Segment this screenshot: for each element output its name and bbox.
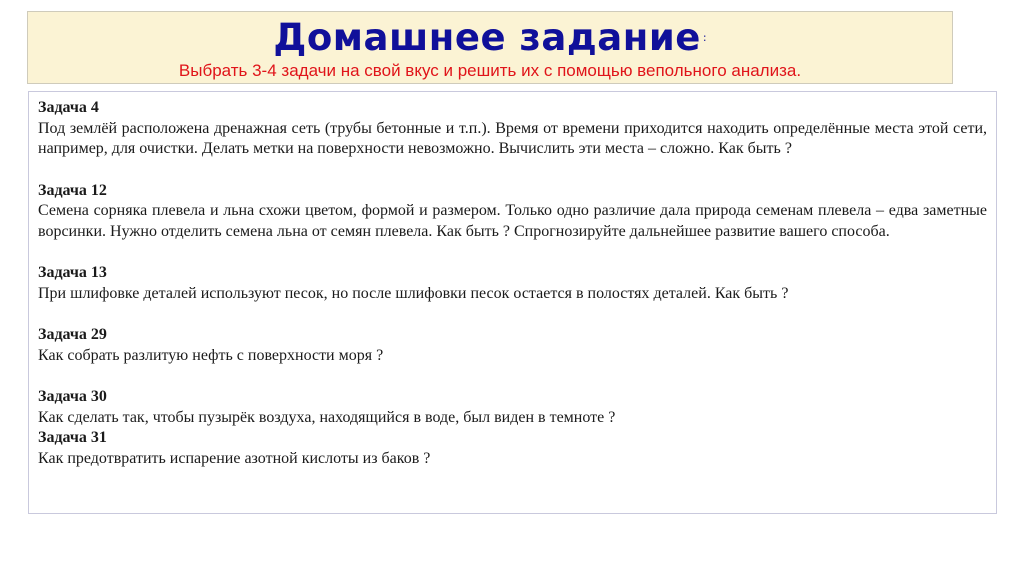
task-item-29 (38, 325, 987, 366)
task-text: Как сделать так, чтобы пузырёк воздуха, находящийся в воде, был виден в темноте ? (38, 408, 616, 426)
task-title: Задача 4 (38, 99, 99, 116)
task-item-31 (38, 428, 987, 469)
spacer (38, 242, 987, 263)
spacer (38, 304, 987, 325)
task-list (28, 91, 997, 514)
spacer (38, 160, 987, 181)
header-box (27, 11, 953, 84)
task-title: Задача 13 (38, 264, 107, 281)
task-text: При шлифовке деталей используют песок, но после шлифовки песок остается в полостях деталей. Как быть ? (38, 284, 789, 302)
spacer (38, 366, 987, 387)
task-text: Семена сорняка плевела и льна схожи цветом, формой и размером. Только одно различие дала природа семенам плевела – едва заметные ворсинки. Нужно отделить семена льна от семян плевела. Как быть ? Спрогнозируйте дальнейшее развитие вашего способа. (38, 202, 987, 240)
title-colon: : (702, 31, 707, 44)
title-line (28, 15, 952, 61)
task-text: Под землёй расположена дренажная сеть (трубы бетонные и т.п.). Время от времени приходится находить определённые места этой сети, например, для очистки. Делать метки на поверхности невозможно. Вычислить эти места – сложно. Как быть ? (38, 119, 987, 157)
task-text: Как собрать разлитую нефть с поверхности моря ? (38, 346, 384, 364)
page-subtitle: Выбрать 3-4 задачи на свой вкус и решить их с помощью вепольного анализа. (178, 61, 802, 80)
task-title: Задача 31 (38, 429, 107, 446)
task-item-12 (38, 181, 987, 243)
task-title: Задача 12 (38, 181, 107, 199)
task-item-13 (38, 263, 987, 304)
task-item-4 (38, 98, 987, 160)
task-item-30 (38, 387, 987, 428)
task-title: Задача 30 (38, 388, 107, 405)
page-title: Домашнее задание (273, 16, 701, 59)
task-text: Как предотвратить испарение азотной кислоты из баков ? (38, 449, 431, 467)
task-title: Задача 29 (38, 326, 107, 343)
